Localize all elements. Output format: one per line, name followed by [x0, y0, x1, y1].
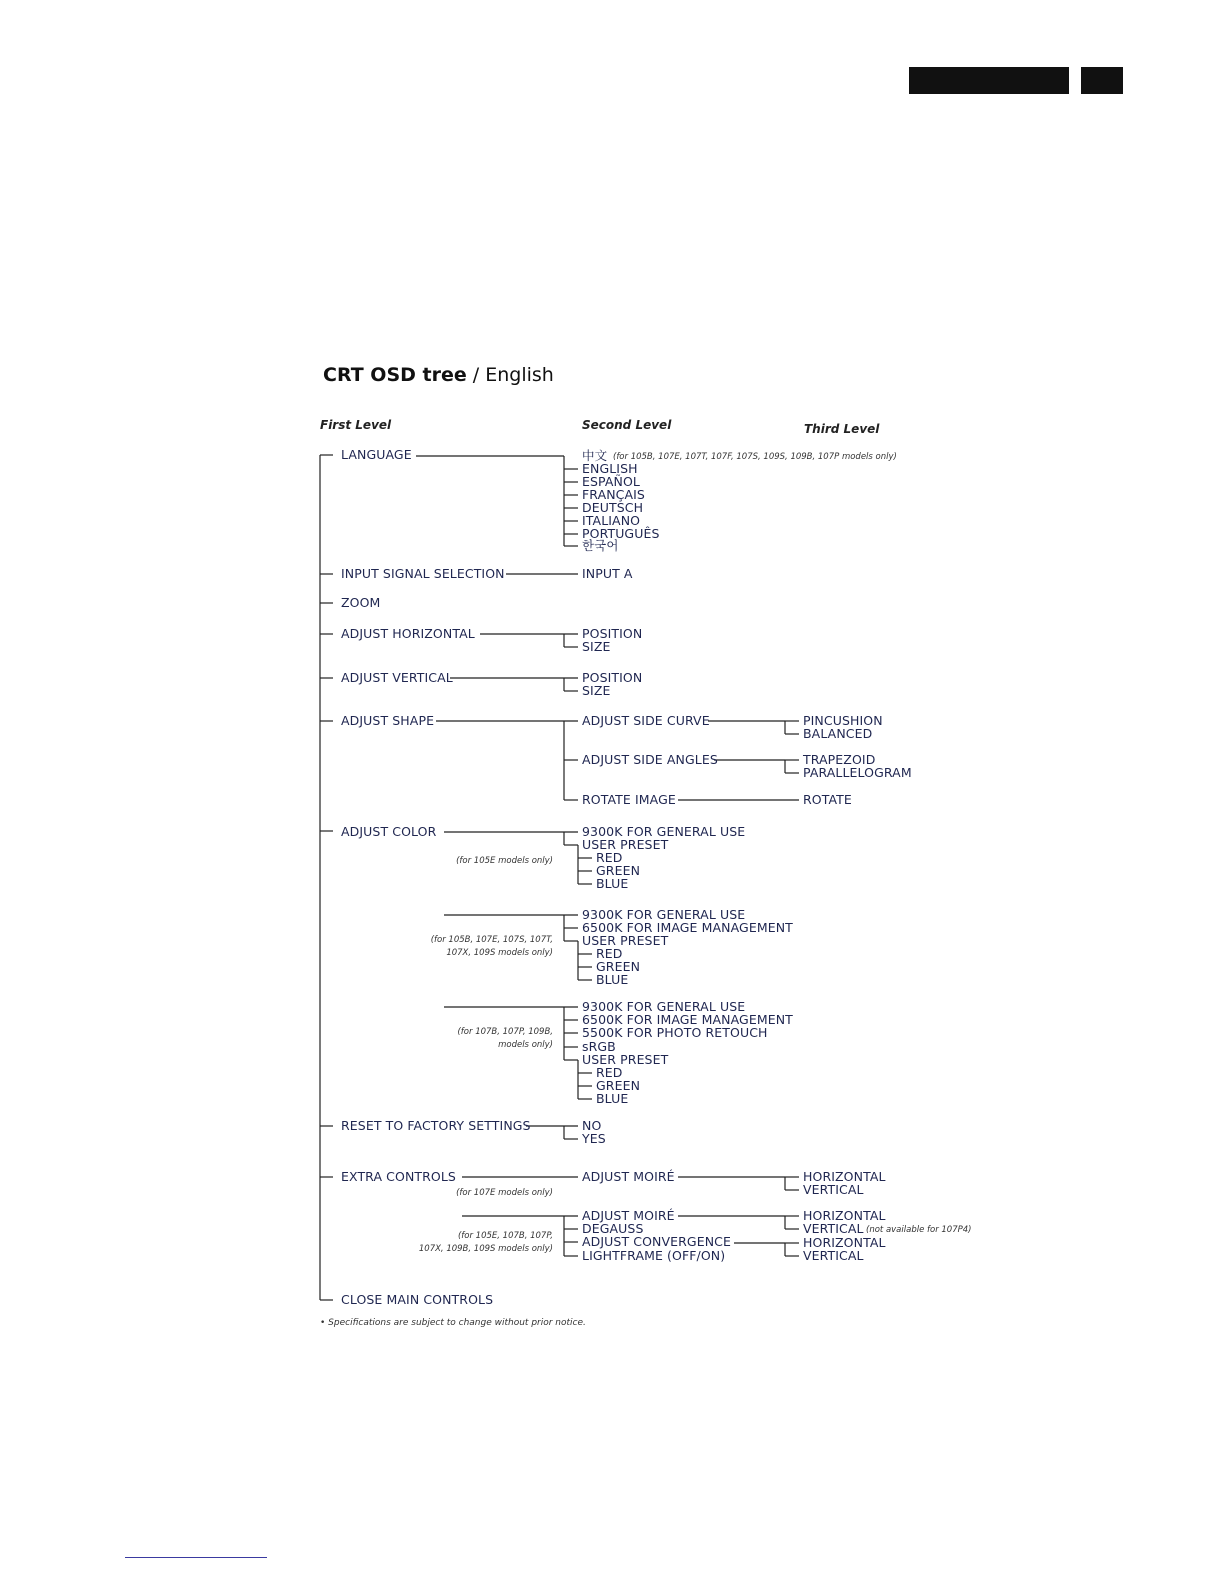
first-level-heading: First Level: [320, 418, 392, 432]
color-c-user-preset: USER PRESET: [582, 1052, 669, 1067]
h-position: POSITION: [582, 626, 643, 641]
color-c-9300k: 9300K FOR GENERAL USE: [582, 999, 746, 1014]
extra-b-note-line2: 107X, 109B, 109S models only): [418, 1244, 553, 1254]
color-a-green: GREEN: [596, 863, 641, 878]
adjust-side-angles: ADJUST SIDE ANGLES: [582, 752, 718, 767]
color-c-5500k: 5500K FOR PHOTO RETOUCH: [582, 1025, 768, 1040]
trapezoid: TRAPEZOID: [803, 752, 876, 767]
color-c-red: RED: [596, 1065, 623, 1080]
color-b-red: RED: [596, 946, 623, 961]
color-a-user-preset: USER PRESET: [582, 837, 669, 852]
color-c-srgb: sRGB: [582, 1039, 616, 1054]
first-level-adjust-shape: ADJUST SHAPE: [341, 713, 435, 728]
v-size: SIZE: [582, 683, 611, 698]
first-level-language: LANGUAGE: [341, 447, 412, 462]
title-rest: / English: [466, 364, 554, 386]
color-a-note: (for 105E models only): [456, 856, 553, 866]
extra-b-degauss: DEGAUSS: [582, 1221, 644, 1236]
extra-a-note: (for 107E models only): [456, 1188, 553, 1198]
extra-b-moire: ADJUST MOIRÉ: [582, 1208, 675, 1223]
balanced: BALANCED: [803, 726, 873, 741]
lang-chinese: 中文: [582, 448, 608, 463]
adjust-side-curve: ADJUST SIDE CURVE: [582, 713, 710, 728]
lang-english: ENGLISH: [582, 461, 638, 476]
lang-spanish: ESPAÑOL: [582, 474, 640, 489]
h-size: SIZE: [582, 639, 611, 654]
first-level-input-signal: INPUT SIGNAL SELECTION: [341, 566, 505, 581]
color-c-note-line1: (for 107B, 107P, 109B,: [457, 1027, 553, 1037]
convergence-vertical: VERTICAL: [803, 1248, 864, 1263]
color-c-6500k: 6500K FOR IMAGE MANAGEMENT: [582, 1012, 793, 1027]
title-bold: CRT OSD tree: [323, 364, 467, 386]
lang-italian: ITALIANO: [582, 513, 641, 528]
rotate-image: ROTATE IMAGE: [582, 792, 676, 807]
color-b-note-line1: (for 105B, 107E, 107S, 107T,: [430, 935, 553, 945]
extra-b-vertical: VERTICAL: [803, 1221, 864, 1236]
parallelogram: PARALLELOGRAM: [803, 765, 912, 780]
third-level-heading: Third Level: [804, 422, 880, 436]
extra-a-horizontal: HORIZONTAL: [803, 1169, 886, 1184]
color-b-9300k: 9300K FOR GENERAL USE: [582, 907, 746, 922]
first-level-reset: RESET TO FACTORY SETTINGS: [341, 1118, 531, 1133]
extra-b-vertical-note: (not available for 107P4): [866, 1225, 972, 1235]
extra-a-moire: ADJUST MOIRÉ: [582, 1169, 675, 1184]
color-c-green: GREEN: [596, 1078, 641, 1093]
color-b-note-line2: 107X, 109S models only): [446, 948, 553, 958]
color-a-blue: BLUE: [596, 876, 629, 891]
lang-portuguese: PORTUGUÊS: [582, 526, 660, 541]
color-c-note-line2: models only): [498, 1040, 553, 1050]
first-level-zoom: ZOOM: [341, 595, 381, 610]
first-level-extra-controls: EXTRA CONTROLS: [341, 1169, 456, 1184]
color-b-user-preset: USER PRESET: [582, 933, 669, 948]
lang-chinese-note: (for 105B, 107E, 107T, 107F, 107S, 109S, 109B, 107P models only): [613, 452, 897, 462]
extra-a-vertical: VERTICAL: [803, 1182, 864, 1197]
convergence-horizontal: HORIZONTAL: [803, 1235, 886, 1250]
pincushion: PINCUSHION: [803, 713, 883, 728]
color-b-green: GREEN: [596, 959, 641, 974]
extra-b-horizontal: HORIZONTAL: [803, 1208, 886, 1223]
color-b-6500k: 6500K FOR IMAGE MANAGEMENT: [582, 920, 793, 935]
first-level-adjust-horizontal: ADJUST HORIZONTAL: [341, 626, 475, 641]
extra-b-convergence: ADJUST CONVERGENCE: [582, 1234, 731, 1249]
color-a-red: RED: [596, 850, 623, 865]
bottom-divider: [125, 1557, 267, 1558]
reset-yes: YES: [582, 1131, 606, 1146]
color-a-9300k: 9300K FOR GENERAL USE: [582, 824, 746, 839]
first-level-adjust-color: ADJUST COLOR: [341, 824, 437, 839]
second-level-heading: Second Level: [582, 418, 672, 432]
extra-b-note-line1: (for 105E, 107B, 107P,: [457, 1231, 553, 1241]
color-b-blue: BLUE: [596, 972, 629, 987]
footnote: • Specifications are subject to change without prior notice.: [320, 1318, 586, 1328]
first-level-adjust-vertical: ADJUST VERTICAL: [341, 670, 453, 685]
lang-german: DEUTSCH: [582, 500, 644, 515]
first-level-close: CLOSE MAIN CONTROLS: [341, 1292, 494, 1307]
color-c-blue: BLUE: [596, 1091, 629, 1106]
lang-korean: 한국어: [582, 538, 619, 553]
extra-b-lightframe: LIGHTFRAME (OFF/ON): [582, 1248, 726, 1263]
lang-french: FRANÇAIS: [582, 487, 645, 502]
input-a: INPUT A: [582, 566, 633, 581]
v-position: POSITION: [582, 670, 643, 685]
rotate: ROTATE: [803, 792, 852, 807]
reset-no: NO: [582, 1118, 602, 1133]
